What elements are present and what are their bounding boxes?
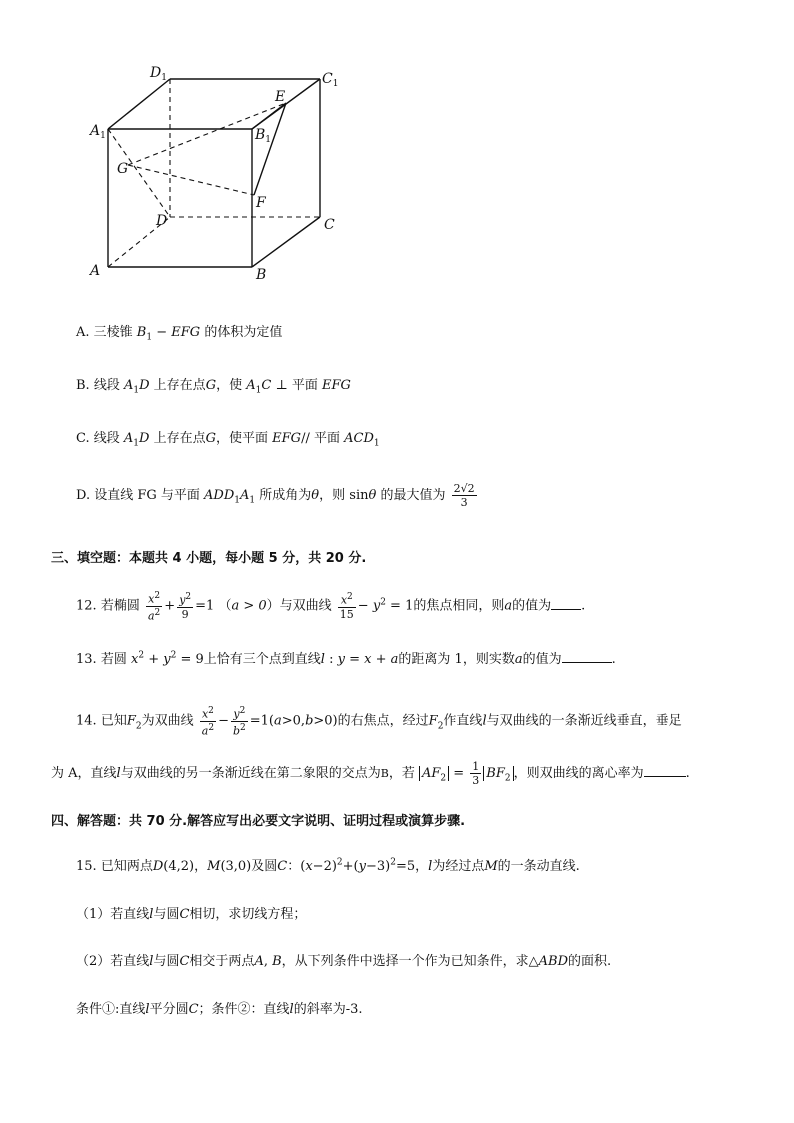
option-d: D. 设直线 FG 与平面 $ADD_1A_1$ 所成角为θ，则 sinθ 的最大值为 $\frac{2√2}{3}$ bbox=[76, 482, 475, 509]
edge-a1-d1 bbox=[108, 79, 170, 129]
label-e: E bbox=[275, 89, 286, 105]
label-c1: $C_1$ bbox=[322, 71, 339, 89]
label-g: G bbox=[117, 161, 129, 177]
option-c: C. 线段 $A_1D$ 上存在点G，使平面 EFG// 平面 $ACD_1$ bbox=[76, 431, 380, 449]
label-b1: $B_1$ bbox=[255, 127, 272, 145]
label-d: D bbox=[156, 213, 168, 229]
fraction-2sqrt2-over-3: $\frac{2√2}{3}$ bbox=[453, 482, 475, 509]
question-15: 15. 已知两点D(4,2)，M(3,0)及圆C：$(x-2)^2+(y-3)^2=5$，l为经过点M的一条动直线. bbox=[76, 857, 580, 874]
label-c: C bbox=[324, 217, 335, 233]
section-fill-title: 三、填空题：本题共 4 小题，每小题 5 分，共 20 分. bbox=[51, 551, 367, 566]
cube-figure bbox=[80, 55, 360, 285]
question-15-conditions: 条件①:直线l平分圆C；条件②：直线l的斜率为-3. bbox=[76, 1002, 363, 1017]
hidden-g-f bbox=[128, 165, 254, 195]
label-f: F bbox=[256, 195, 266, 211]
question-14-line1: 14. 已知$F_2$为双曲线 $\frac{x^2}{a^2}$ − $\frac{y^2}{b^2}$ =1(a>0,b>0)的右焦点，经过$F_2$作直线l与双曲线的一条渐近线垂直，垂足 bbox=[76, 706, 682, 738]
option-b: B. 线段 $A_1D$ 上存在点G，使 $A_1C$ ⊥ 平面 EFG bbox=[76, 378, 351, 396]
option-a: A. 三棱锥 $B_1$ − EFG 的体积为定值 bbox=[76, 325, 283, 343]
edge-c-b bbox=[252, 217, 320, 267]
question-13: 13. 若圆 $x^2 + y^2 = 9$上恰有三个点到直线l : y = x + a的距离为 1，则实数a的值为 . bbox=[76, 650, 616, 667]
label-d1: $D_1$ bbox=[150, 65, 167, 83]
label-a1: $A_1$ bbox=[90, 123, 106, 141]
section-solve-title: 四、解答题：共 70 分.解答应写出必要文字说明、证明过程或演算步骤. bbox=[51, 814, 466, 829]
question-15-part2: （2）若直线l与圆C相交于两点A, B，从下列条件中选择一个作为已知条件，求△ABD的面积. bbox=[76, 954, 612, 969]
label-b: B bbox=[256, 267, 267, 283]
edge-e-f bbox=[254, 103, 286, 195]
label-a: A bbox=[90, 263, 101, 279]
question-15-part1: （1）若直线l与圆C相切，求切线方程； bbox=[76, 907, 307, 922]
question-14-line2: 为 A，直线l与双曲线的另一条渐近线在第二象限的交点为B，若 $AF_2$ = $\frac{1}{3}$ $BF_2$ ，则双曲线的离心率为 . bbox=[51, 760, 690, 787]
question-12: 12. 若椭圆 $\frac{x^2}{a^2}$ + $\frac{y^2}{9}$ =1 （a > 0）与双曲线 $\frac{x^2}{15}$ − $y^2 = 1$的焦点相同，则a的值为 . bbox=[76, 591, 586, 623]
